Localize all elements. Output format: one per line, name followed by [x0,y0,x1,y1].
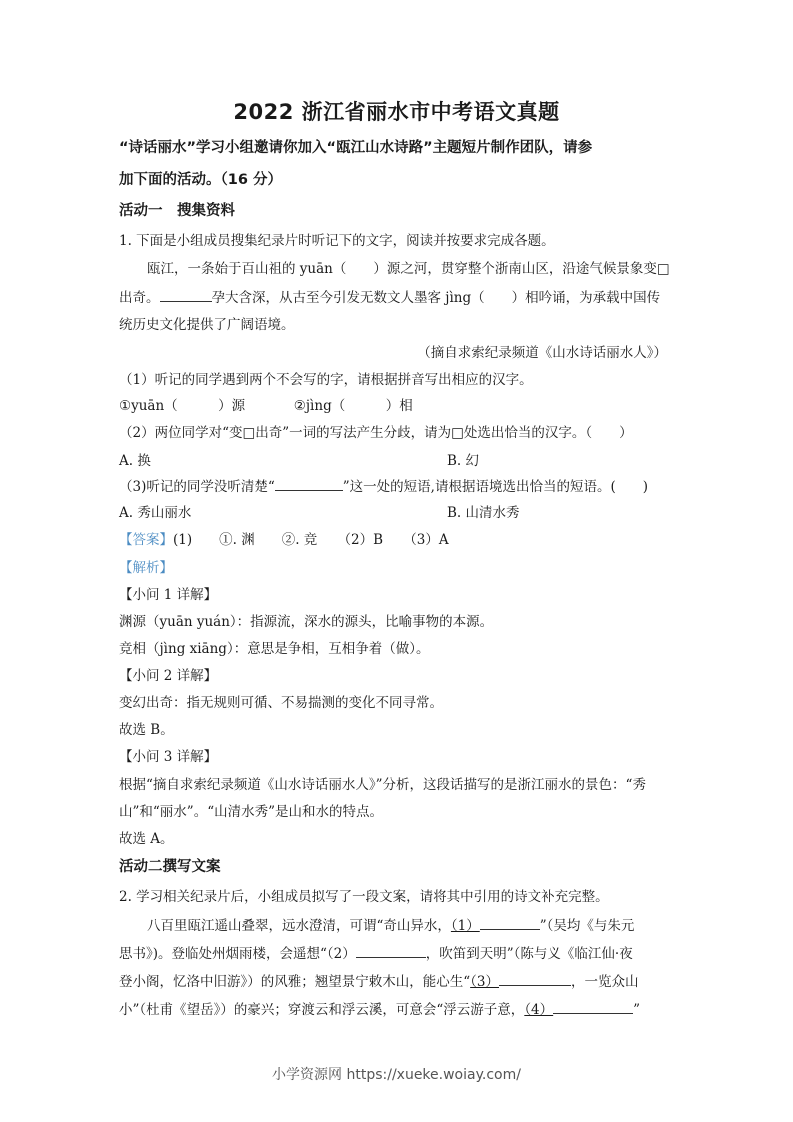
blank-3-label: （3） [470,974,499,990]
sub1-detail-line-2: 竞相（jìng xiāng）：意思是争相，互相争着（做）。 [119,641,430,657]
blank-4 [553,999,633,1014]
answer-line [119,530,679,550]
sub1-detail-line-1: 渊源（yuān yuán）：指源流，深水的源头，比喻事物的本源。 [119,614,494,630]
sub3-question-a: （3)听记的同学没听清楚“ [119,479,275,495]
q2-passage-line-2 [119,943,679,964]
analysis-label: 【解析】 [119,560,173,576]
activity2-heading: 活动二撰写文案 [119,859,221,875]
sub3-question [119,476,679,497]
sub1-items [119,396,679,416]
q2-stem: 2. 学习相关纪录片后，小组成员拟写了一段文案，请将其中引用的诗文补充完整。 [119,889,609,905]
blank-4-label: （4） [524,1002,554,1018]
sub2-detail-line-1: 变幻出奇：指无规则可循、不易揣测的变化不同寻常。 [119,695,443,711]
passage-l2b: 孕大含深，从古至今引发无数文人墨客 jìng（ ）相吟诵，为承载中国传 [211,290,661,306]
sub3-detail-line-2: 山”和“丽水”。“山清水秀”是山和水的特点。 [119,804,384,820]
blank-1 [480,915,540,930]
footer-watermark: 小学资源网 https://xueke.woiay.com/ [272,1067,521,1083]
q2-l3b: ，一览众山 [571,974,639,990]
q2-passage-line-4 [119,999,679,1020]
sub3-detail-heading: 【小问 3 详解】 [119,749,218,765]
sub2-option-b: B. 幻 [447,453,480,469]
intro-line-2: 加下面的活动。（16 分） [119,172,282,188]
passage-l2a: 出奇。 [119,290,160,306]
answer-text: (1) ①. 渊 ②. 竞 （2）B （3）A [173,532,449,548]
q2-l3a: 登小阁，忆洛中旧游》）的风雅；翘望景宁敕木山，能心生“ [119,974,471,990]
blank-3 [499,971,571,986]
q1-stem: 1. 下面是小组成员搜集纪录片时听记下的文字，阅读并按要求完成各题。 [119,233,555,249]
sub1-item-2: ②jìng（ ）相 [293,398,413,414]
sub2-question: （2）两位同学对“变□出奇”一词的写法产生分歧，请为□处选出恰当的汉字。（ ） [119,425,633,441]
sub2-detail-line-2: 故选 B。 [119,722,174,738]
sub2-option-a: A. 换 [119,453,151,469]
passage-line-1: 瓯江，一条始于百山祖的 yuān（ ）源之河，贯穿整个浙南山区，沿途气候景象变□ [147,261,670,277]
blank-2 [356,943,426,958]
sub3-detail-line-1: 根据“摘自求索纪录频道《山水诗话丽水人》”分析，这段话描写的是浙江丽水的景色：“秀 [119,777,646,793]
answer-label: 【答案】 [119,532,173,548]
sub3-question-b: ”这一处的短语,请根据语境选出恰当的短语。( ) [342,479,648,495]
sub1-detail-heading: 【小问 1 详解】 [119,587,218,603]
sub2-options [119,451,679,471]
blank-1-label: （1） [450,918,480,934]
sub3-option-b: B. 山清水秀 [447,505,520,521]
sub1-item-1: ①yuān（ ）源 [119,398,246,414]
q2-l1b: ”（吴均《与朱元 [539,918,635,934]
activity1-heading: 活动一 搜集资料 [119,203,235,219]
passage-line-2 [119,287,679,308]
sub2-detail-heading: 【小问 2 详解】 [119,668,218,684]
q2-passage-line-3 [119,971,679,992]
blank-phrase-2 [275,476,343,491]
q2-l2a: 思书》)。登临处州烟雨楼，会遥想“（2） [119,946,356,962]
q2-l2b: ，吹笛到天明”（陈与义《临江仙·夜 [425,946,633,962]
intro-line-1: “诗话丽水”学习小组邀请你加入“瓯江山水诗路”主题短片制作团队，请参 [119,140,593,156]
sub3-option-a: A. 秀山丽水 [119,505,192,521]
q2-l1a: 八百里瓯江遥山叠翠，远水澄清，可谓“奇山异水， [147,918,451,934]
passage-source: （摘自求索纪录频道《山水诗话丽水人》） [417,345,667,361]
q2-passage-line-1 [119,915,707,936]
blank-phrase [160,287,212,302]
sub1-question: （1）听记的同学遇到两个不会写的字，请根据拼音写出相应的汉字。 [119,372,533,388]
page-title: 2022 浙江省丽水市中考语文真题 [233,100,560,124]
sub3-detail-line-3: 故选 A。 [119,831,174,847]
q2-l4b: ” [633,1002,641,1018]
passage-line-3: 统历史文化提供了广阔语境。 [119,317,295,333]
q2-l4a: 小”（杜甫《望岳》）的豪兴；穿渡云和浮云溪，可意会“浮云游子意， [119,1002,525,1018]
sub3-options [119,503,679,523]
